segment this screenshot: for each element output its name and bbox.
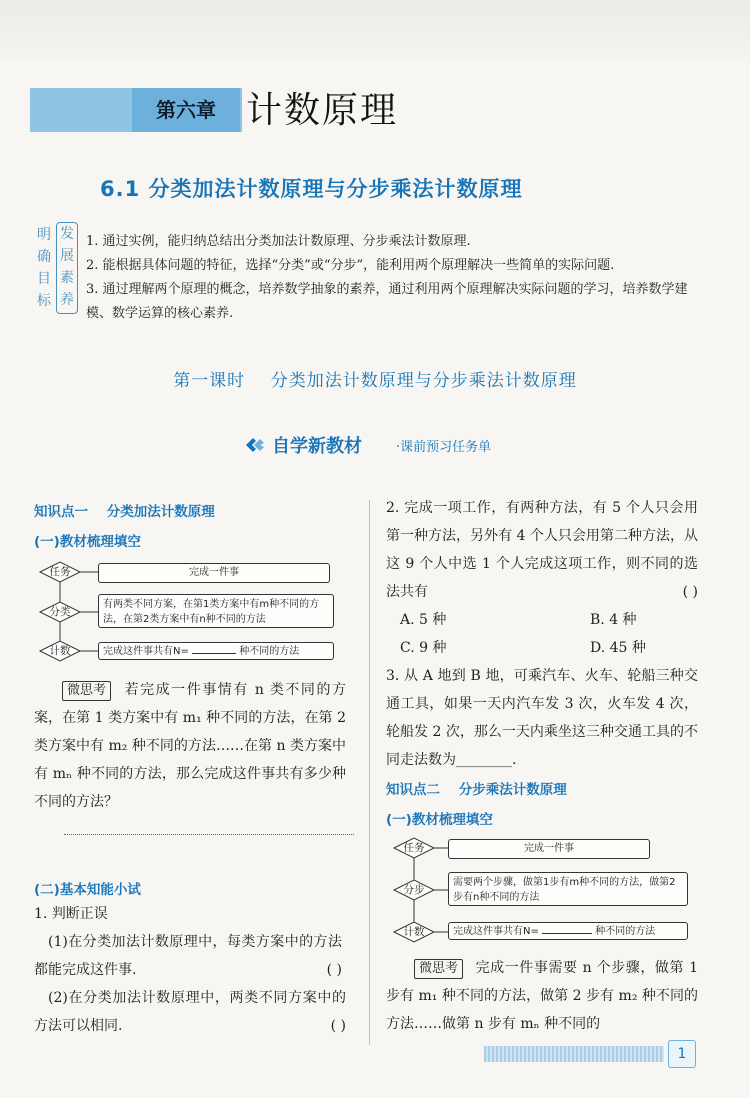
goal-item: 1. 通过实例，能归纳总结出分类加法计数原理、分步乘法计数原理. [86,234,471,249]
option-d[interactable]: D. 45 种 [590,640,646,656]
question-2 [386,494,698,662]
question-3-text: 3. 从 A 地到 B 地，可乘汽车、火车、轮船三种交通工具，如果一天内汽车发 3 次，火车发 4 次，轮船发 2 次，那么一天内乘坐这三种交通工具的不同走法数为________. [386,668,698,768]
option-a[interactable]: A. 5 种 [400,612,447,628]
self-study-banner [244,432,524,458]
flow-count-text: 完成这件事共有N= [103,646,189,657]
question-2-text [386,494,698,606]
answer-paren[interactable]: ( ) [682,584,698,600]
quiz-question-1: 1. 判断正误 [34,906,108,922]
column-divider [369,500,370,1045]
chapter-title: 计数原理 [246,90,399,131]
flow-count-blank[interactable] [192,643,236,654]
flow-count-suffix: 种不同的方法 [239,646,300,657]
flow-class-label: 分类 [49,606,71,618]
kp2-think-paragraph [386,954,698,1038]
goals-label [32,222,78,314]
goal-item: 3. 通过理解两个原理的概念，培养数学抽象的素养，通过利用两个原理解决实际问题的学习，培养数学建模、数学运算的核心素养. [86,282,688,321]
flow-class-box: 有两类不同方案，在第1类方案中有m种不同的方法，在第2类方案中有n种不同的方法 [98,594,334,628]
option-c[interactable]: C. 9 种 [400,640,447,656]
flow-task-label: 任务 [49,566,71,578]
question-3 [386,662,698,774]
banner-logo-icon [244,435,266,455]
quiz-question-1a [34,928,342,984]
page-footer-strip [484,1046,664,1062]
kp1-subheading-2: (二)基本知能小试 [34,882,141,898]
flow2-count-text: 完成这件事共有N= [453,926,539,937]
banner-main-text: 自学新教材 [272,436,362,457]
answer-paren[interactable]: ( ) [326,962,342,978]
kp1-think-text: 若完成一件事情有 n 类不同的方案，在第 1 类方案中有 m₁ 种不同的方法，在第 2 类方案中有 m₂ 种不同的方法……在第 n 类方案中有 mₙ 种不同的方法，那么完成这件事共有多少种不同的方法？ [34,682,346,810]
section-heading: 6.1 分类加法计数原理与分步乘法计数原理 [100,177,523,201]
top-header-strip [0,0,750,58]
goals-label-col2: 发展素养 [56,222,78,314]
chapter-number: 第六章 [132,88,240,132]
flow-task-box: 完成一件事 [98,563,330,583]
goals-label-col1: 明确目标 [37,227,51,309]
flow2-task-label: 任务 [403,842,425,854]
flow2-step-label: 分步 [403,884,425,896]
quiz-question-1a-text: (1)在分类加法计数原理中，每类方案中的方法都能完成这件事. [34,934,342,978]
quiz-question-1b [34,984,346,1040]
quiz-question-1b-text: (2)在分类加法计数原理中，两类不同方案中的方法可以相同. [34,990,346,1034]
lesson-title: 第一课时 分类加法计数原理与分步乘法计数原理 [173,371,577,391]
knowledge-point-2-title: 知识点二 分步乘法计数原理 [386,782,567,798]
flow-count-box [98,642,334,660]
kp2-subheading-1: (一)教材梳理填空 [386,812,493,828]
flow2-task-box: 完成一件事 [448,839,650,859]
flow2-count-label: 计数 [403,926,425,938]
answer-dotted-line[interactable] [64,834,354,835]
goal-item: 2. 能根据具体问题的特征，选择“分类”或“分步”，能利用两个原理解决一些简单的实际问题. [86,258,615,273]
flow-count-label: 计数 [49,645,71,657]
banner-sub-text: ·课前预习任务单 [396,440,492,455]
question-2-stem: 2. 完成一项工作，有两种方法，有 5 个人只会用第一种方法，另外有 4 个人只会用第二种方法，从这 9 个人中选 1 个人完成这项工作，则不同的选法共有 [386,500,698,600]
flow2-step-box: 需要两个步骤，做第1步有m种不同的方法，做第2步有n种不同的方法 [448,872,688,906]
page-number: 1 [668,1040,696,1068]
option-b[interactable]: B. 4 种 [590,612,637,628]
flow2-count-box [448,922,688,940]
flow2-count-blank[interactable] [542,923,592,934]
question-2-options-row2 [386,634,698,662]
answer-paren[interactable]: ( ) [330,1018,346,1034]
think-tag: 微思考 [62,681,111,701]
flowchart-addition [38,558,348,666]
knowledge-point-1-title: 知识点一 分类加法计数原理 [34,504,215,520]
kp1-think-paragraph [34,676,346,816]
think-tag: 微思考 [414,959,463,979]
kp1-quiz [34,900,346,1040]
flowchart-multiplication [392,834,698,948]
flow2-count-suffix: 种不同的方法 [595,926,656,937]
question-2-options-row1 [386,606,698,634]
kp2-think-text: 完成一件事需要 n 个步骤，做第 1 步有 m₁ 种不同的方法，做第 2 步有 m₂ 种不同的方法……做第 n 步有 mₙ 种不同的 [386,960,698,1032]
goals-list [86,230,706,326]
kp1-subheading-1: (一)教材梳理填空 [34,534,141,550]
